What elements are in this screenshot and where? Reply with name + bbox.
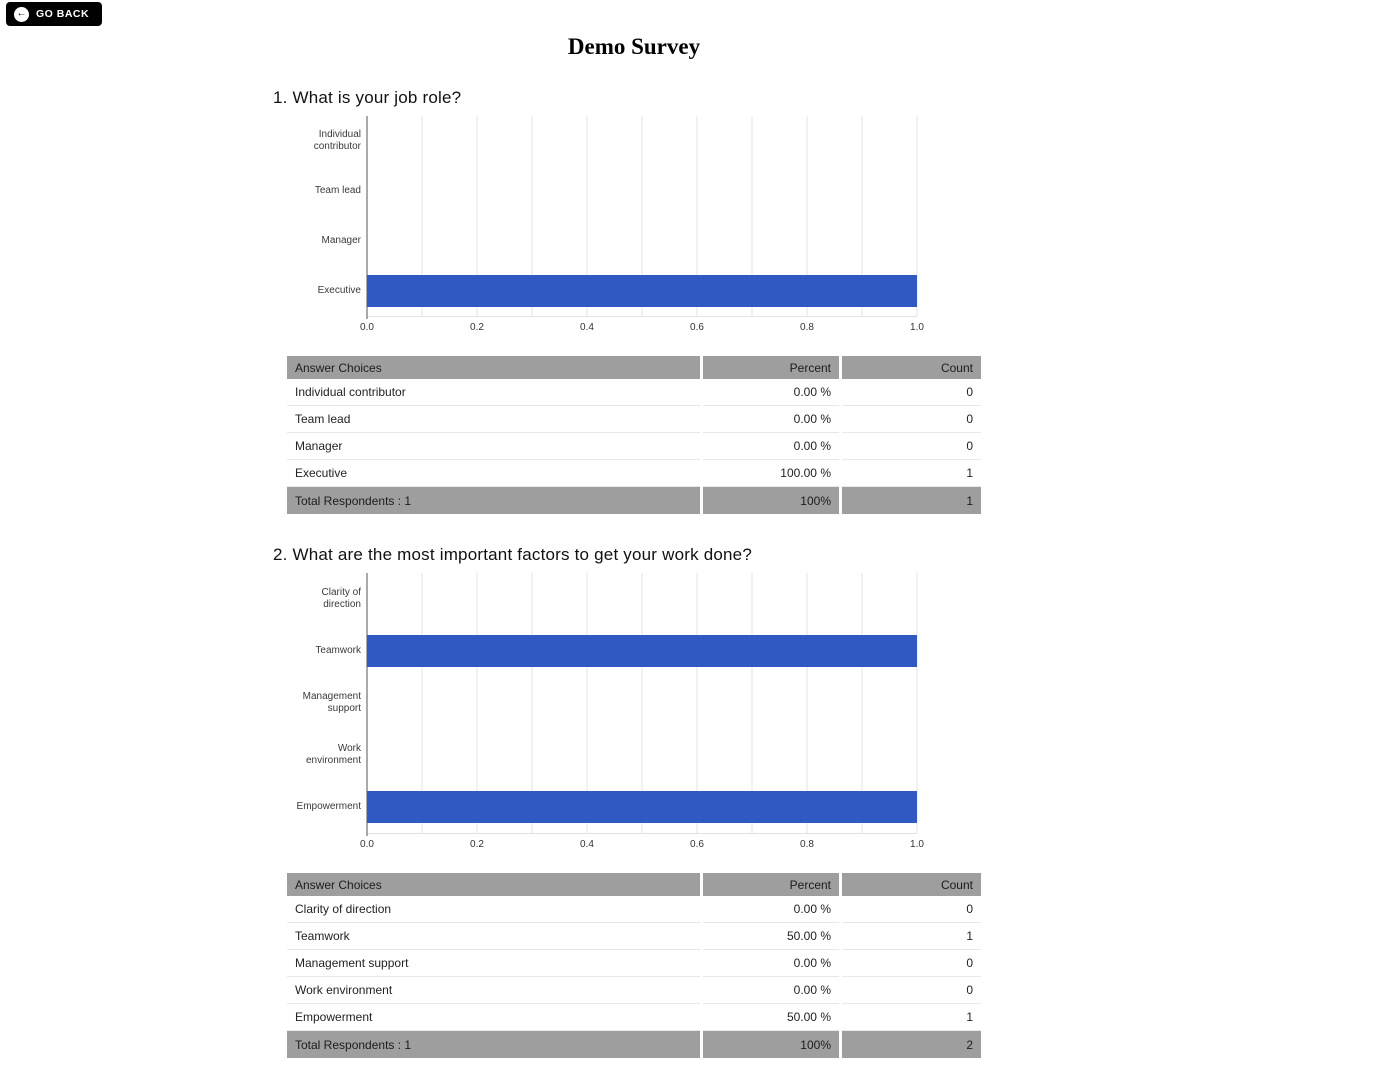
count-cell: 1 — [842, 923, 981, 950]
table-row — [287, 923, 981, 950]
x-tick-label: 0.4 — [580, 839, 594, 850]
plot-area — [367, 116, 917, 317]
y-axis-label: Individual contributor — [313, 128, 361, 152]
count-cell: 0 — [842, 379, 981, 406]
y-axis-label: Executive — [317, 284, 361, 296]
bar-executive — [367, 275, 917, 307]
table-header-row — [287, 356, 981, 379]
category-band — [367, 216, 917, 266]
x-tick-label: 0.0 — [360, 322, 374, 333]
answer-cell: Executive — [287, 460, 700, 487]
category-band — [367, 116, 917, 166]
count-cell: 1 — [842, 1004, 981, 1031]
y-axis-label: Team lead — [314, 184, 361, 196]
question-2-results-table — [287, 873, 981, 1058]
plot-area — [367, 573, 917, 834]
answer-cell: Empowerment — [287, 1004, 700, 1031]
category-band — [367, 677, 917, 729]
page-title: Demo Survey — [567, 34, 701, 59]
bars-layer — [367, 573, 917, 833]
answer-cell: Work environment — [287, 977, 700, 1004]
answer-cell: Manager — [287, 433, 700, 460]
category-band — [367, 266, 917, 316]
answer-cell: Individual contributor — [287, 379, 700, 406]
table-row — [287, 433, 981, 460]
answer-cell: Answer Choices — [287, 356, 700, 379]
go-back-label: GO BACK — [36, 8, 90, 20]
table-row — [287, 379, 981, 406]
x-tick-label: 0.8 — [800, 839, 814, 850]
y-axis-labels — [287, 116, 367, 317]
count-cell: 0 — [842, 977, 981, 1004]
back-arrow-icon: ← — [14, 7, 29, 22]
x-tick-label: 0.2 — [470, 839, 484, 850]
go-back-button[interactable] — [6, 2, 102, 26]
count-cell: 0 — [842, 950, 981, 977]
percent-cell: 0.00 % — [703, 379, 839, 406]
percent-cell: 0.00 % — [703, 433, 839, 460]
table-row — [287, 460, 981, 487]
y-axis-label: Management support — [302, 690, 361, 714]
percent-cell: 0.00 % — [703, 977, 839, 1004]
count-cell: 0 — [842, 433, 981, 460]
question-1-title: 1. What is your job role? — [273, 88, 462, 107]
question-1-bar-chart — [287, 116, 917, 317]
percent-cell: 0.00 % — [703, 950, 839, 977]
table-total-row — [287, 1031, 981, 1058]
x-tick-label: 1.0 — [910, 839, 924, 850]
y-axis-label: Teamwork — [315, 644, 361, 656]
category-band — [367, 781, 917, 833]
x-tick-label: 0.0 — [360, 839, 374, 850]
percent-cell: 100% — [703, 487, 839, 514]
y-axis-label: Manager — [321, 234, 361, 246]
percent-cell: 50.00 % — [703, 923, 839, 950]
table-total-row — [287, 487, 981, 514]
bars-layer — [367, 116, 917, 316]
category-band — [367, 625, 917, 677]
x-tick-label: 0.8 — [800, 322, 814, 333]
table-row — [287, 977, 981, 1004]
bar-empowerment — [367, 791, 917, 823]
table-row — [287, 406, 981, 433]
bar-teamwork — [367, 635, 917, 667]
y-axis-label: Work environment — [305, 742, 361, 766]
table-row — [287, 1004, 981, 1031]
answer-cell: Team lead — [287, 406, 700, 433]
y-axis-label: Clarity of direction — [321, 586, 361, 610]
count-cell: 1 — [842, 460, 981, 487]
percent-cell: Percent — [703, 356, 839, 379]
question-2-title: 2. What are the most important factors to get your work done? — [273, 545, 752, 564]
answer-cell: Total Respondents : 1 — [287, 1031, 700, 1058]
question-1-results-table — [287, 356, 981, 514]
x-tick-label: 0.6 — [690, 322, 704, 333]
question-2-bar-chart — [287, 573, 917, 834]
x-tick-label: 0.2 — [470, 322, 484, 333]
answer-cell: Management support — [287, 950, 700, 977]
category-band — [367, 573, 917, 625]
y-axis-labels — [287, 573, 367, 834]
percent-cell: 100% — [703, 1031, 839, 1058]
percent-cell: 0.00 % — [703, 406, 839, 433]
answer-cell: Clarity of direction — [287, 896, 700, 923]
survey-report — [273, 0, 981, 1058]
table-header-row — [287, 873, 981, 896]
answer-cell: Total Respondents : 1 — [287, 487, 700, 514]
percent-cell: 100.00 % — [703, 460, 839, 487]
category-band — [367, 729, 917, 781]
count-cell: 2 — [842, 1031, 981, 1058]
category-band — [367, 166, 917, 216]
x-axis-ticks — [360, 834, 924, 854]
table-row — [287, 896, 981, 923]
count-cell: 0 — [842, 406, 981, 433]
answer-cell: Teamwork — [287, 923, 700, 950]
percent-cell: 0.00 % — [703, 896, 839, 923]
y-axis-label: Empowerment — [296, 800, 361, 812]
percent-cell: 50.00 % — [703, 1004, 839, 1031]
count-cell: Count — [842, 873, 981, 896]
table-row — [287, 950, 981, 977]
x-tick-label: 1.0 — [910, 322, 924, 333]
count-cell: Count — [842, 356, 981, 379]
count-cell: 0 — [842, 896, 981, 923]
x-tick-label: 0.4 — [580, 322, 594, 333]
x-tick-label: 0.6 — [690, 839, 704, 850]
answer-cell: Answer Choices — [287, 873, 700, 896]
percent-cell: Percent — [703, 873, 839, 896]
count-cell: 1 — [842, 487, 981, 514]
x-axis-ticks — [360, 317, 924, 337]
